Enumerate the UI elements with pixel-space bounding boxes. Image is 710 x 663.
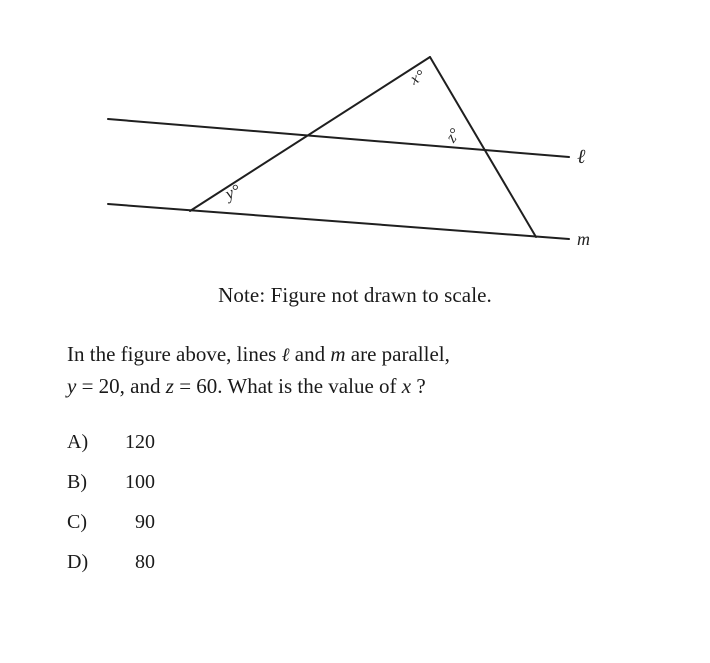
choice-b[interactable] [67,462,155,502]
question-text-part: and [289,342,331,366]
answer-choices [67,422,155,582]
figure-note: Note: Figure not drawn to scale. [218,283,492,307]
choice-letter: C) [67,511,87,533]
question-line-2 [67,371,667,402]
question-text-part: are parallel, [345,342,450,366]
line-l [108,119,569,157]
choice-value: 90 [135,511,155,533]
variable-z: z [165,374,174,398]
line-l-symbol: ℓ [281,344,290,366]
geometry-figure [0,0,710,280]
question-text-part: = 20, and [76,374,166,398]
line-m-label: m [577,229,590,249]
choice-value: 100 [125,471,155,493]
line-l-label: ℓ [577,144,586,168]
line-m-symbol: m [330,342,346,366]
choice-d[interactable] [67,542,155,582]
choice-value: 80 [135,551,155,573]
choice-letter: A) [67,431,89,453]
question-text [67,339,667,402]
question-line-1 [67,339,667,371]
line-m [108,204,569,239]
choice-letter: D) [67,551,89,573]
choice-letter: B) [67,471,87,493]
angle-y-label: y° [222,180,244,204]
angle-z-label: z° [442,125,465,146]
choice-c[interactable] [67,502,155,542]
choice-value: 120 [125,431,155,453]
choice-a[interactable] [67,422,155,462]
question-text-part: In the figure above, lines [67,342,282,366]
variable-x: x [401,374,412,398]
variable-y: y [67,374,77,398]
question-text-part: ? [411,374,426,398]
angle-x-label: x° [407,67,428,89]
question-text-part: = 60. What is the value of [173,374,402,398]
